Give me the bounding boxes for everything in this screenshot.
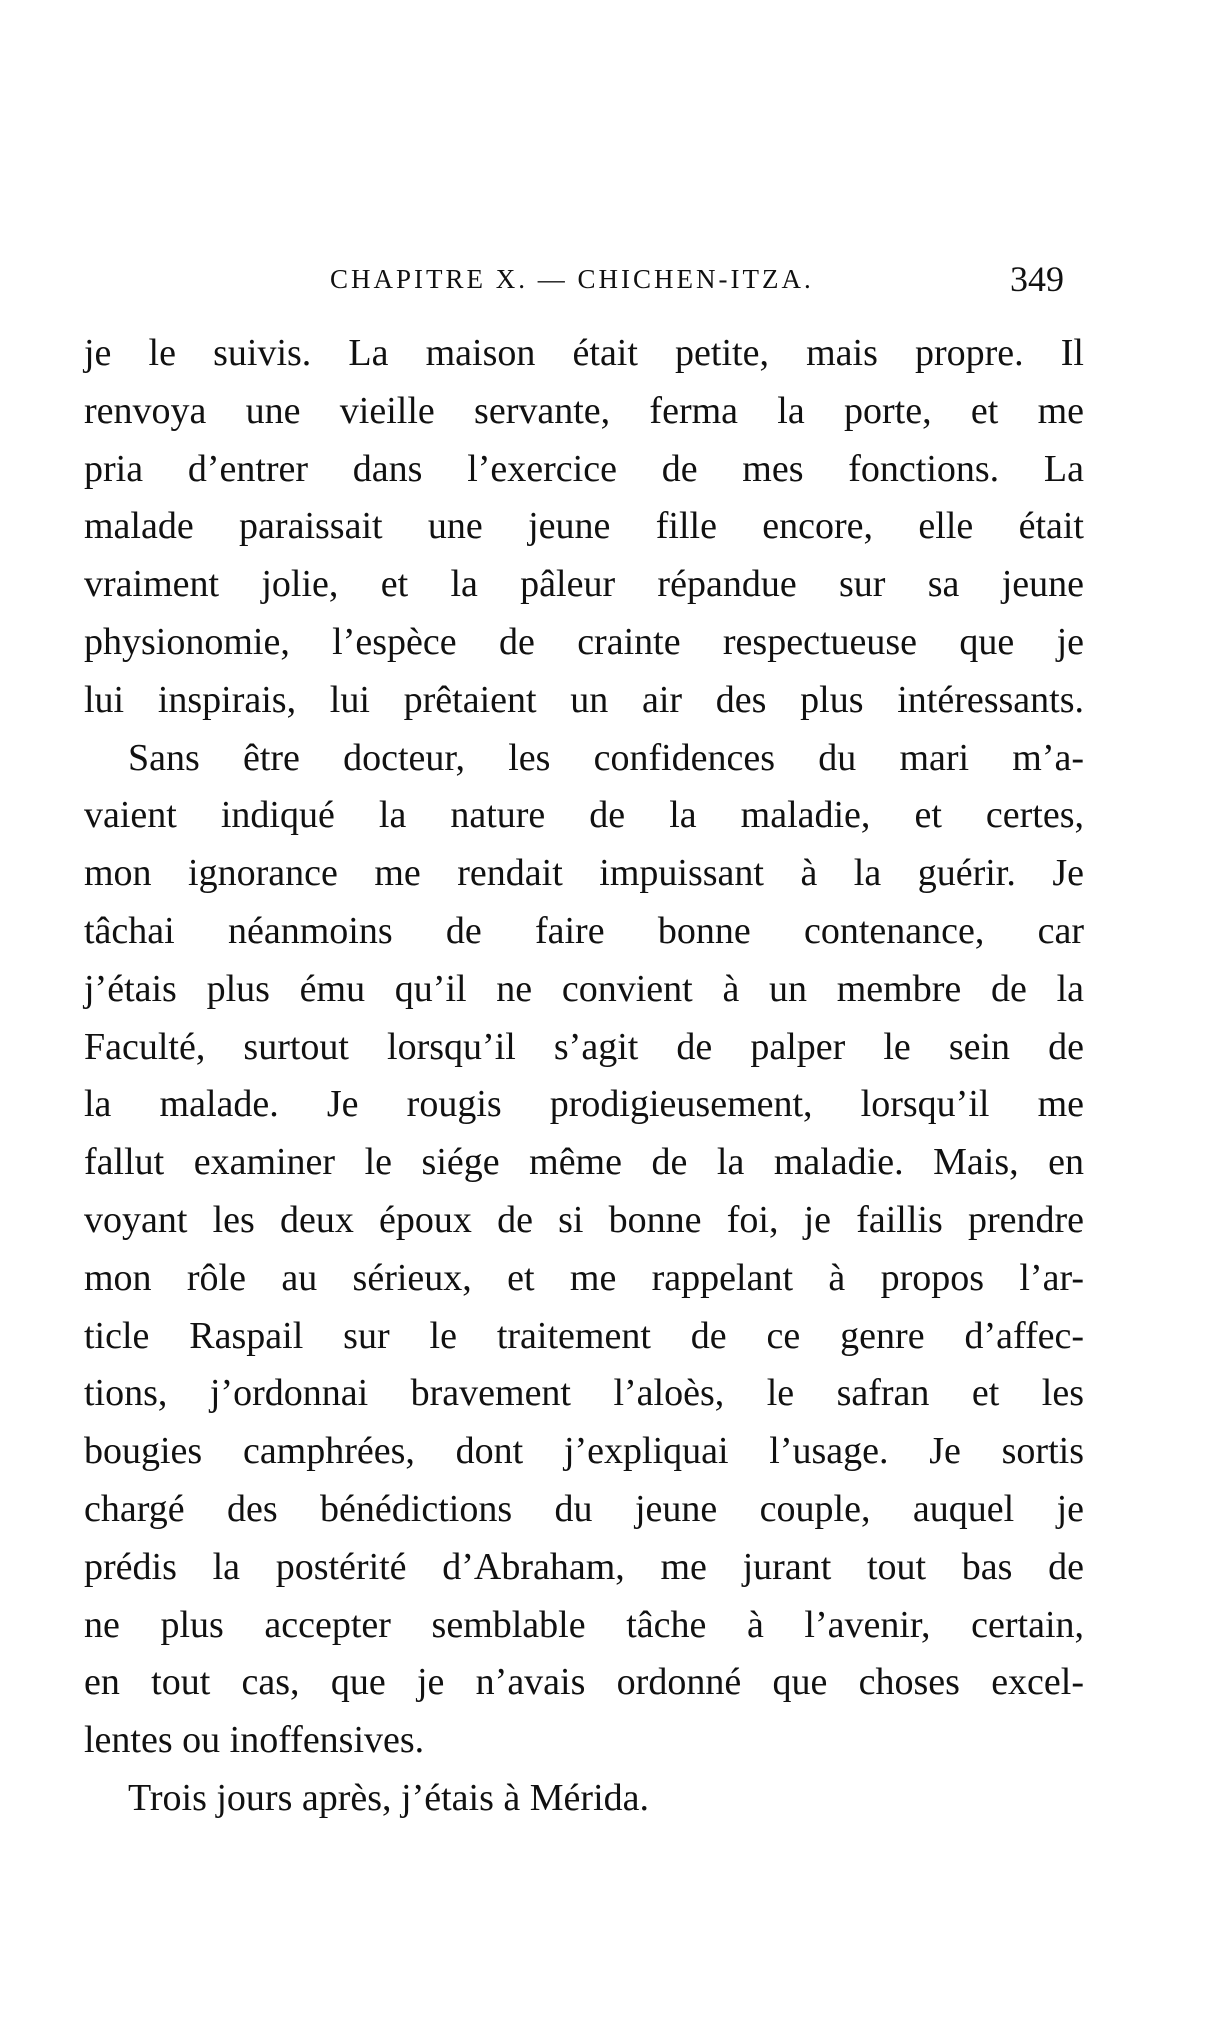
text-line: mon rôle au sérieux, et me rappelant à propos l’ar- bbox=[84, 1256, 1084, 1299]
text-line: pria d’entrer dans l’exercice de mes fonctions. La bbox=[84, 447, 1084, 490]
text-line: ticle Raspail sur le traitement de ce genre d’affec- bbox=[84, 1314, 1084, 1357]
page-header bbox=[0, 258, 1229, 308]
text-line: renvoya une vieille servante, ferma la porte, et me bbox=[84, 389, 1084, 432]
body-text bbox=[84, 325, 1084, 1828]
text-line: vaient indiqué la nature de la maladie, et certes, bbox=[84, 794, 1084, 837]
text-line: voyant les deux époux de si bonne foi, je faillis prendre bbox=[84, 1198, 1084, 1241]
text-line: tâchai néanmoins de faire bonne contenance, car bbox=[84, 909, 1084, 952]
text-line: malade paraissait une jeune fille encore, elle était bbox=[84, 505, 1084, 548]
text-line: Faculté, surtout lorsqu’il s’agit de palper le sein de bbox=[84, 1025, 1084, 1068]
text-line: Sans être docteur, les confidences du mari m’a- bbox=[128, 736, 1084, 779]
text-line: ne plus accepter semblable tâche à l’avenir, certain, bbox=[84, 1603, 1084, 1646]
page-number: 349 bbox=[1010, 259, 1064, 299]
text-line: lui inspirais, lui prêtaient un air des plus intéressants. bbox=[84, 678, 1084, 721]
text-line: la malade. Je rougis prodigieusement, lorsqu’il me bbox=[84, 1083, 1084, 1126]
text-line: j’étais plus ému qu’il ne convient à un membre de la bbox=[84, 967, 1084, 1010]
text-line: en tout cas, que je n’avais ordonné que choses excel- bbox=[84, 1661, 1084, 1704]
text-line: je le suivis. La maison était petite, mais propre. Il bbox=[84, 332, 1084, 374]
text-line: Trois jours après, j’étais à Mérida. bbox=[128, 1776, 649, 1819]
text-line: vraiment jolie, et la pâleur répandue sur sa jeune bbox=[84, 563, 1084, 606]
running-head: CHAPITRE X. — CHICHEN-ITZA. bbox=[330, 264, 814, 294]
text-line: prédis la postérité d’Abraham, me jurant tout bas de bbox=[84, 1545, 1084, 1588]
text-line: lentes ou inoffensives. bbox=[84, 1719, 425, 1762]
text-line: mon ignorance me rendait impuissant à la guérir. Je bbox=[84, 852, 1084, 895]
text-line: fallut examiner le siége même de la maladie. Mais, en bbox=[84, 1141, 1084, 1184]
text-line: tions, j’ordonnai bravement l’aloès, le safran et les bbox=[84, 1372, 1084, 1415]
text-line: bougies camphrées, dont j’expliquai l’usage. Je sortis bbox=[84, 1430, 1084, 1473]
text-line: chargé des bénédictions du jeune couple, auquel je bbox=[84, 1487, 1084, 1530]
text-line: physionomie, l’espèce de crainte respectueuse que je bbox=[84, 620, 1084, 663]
